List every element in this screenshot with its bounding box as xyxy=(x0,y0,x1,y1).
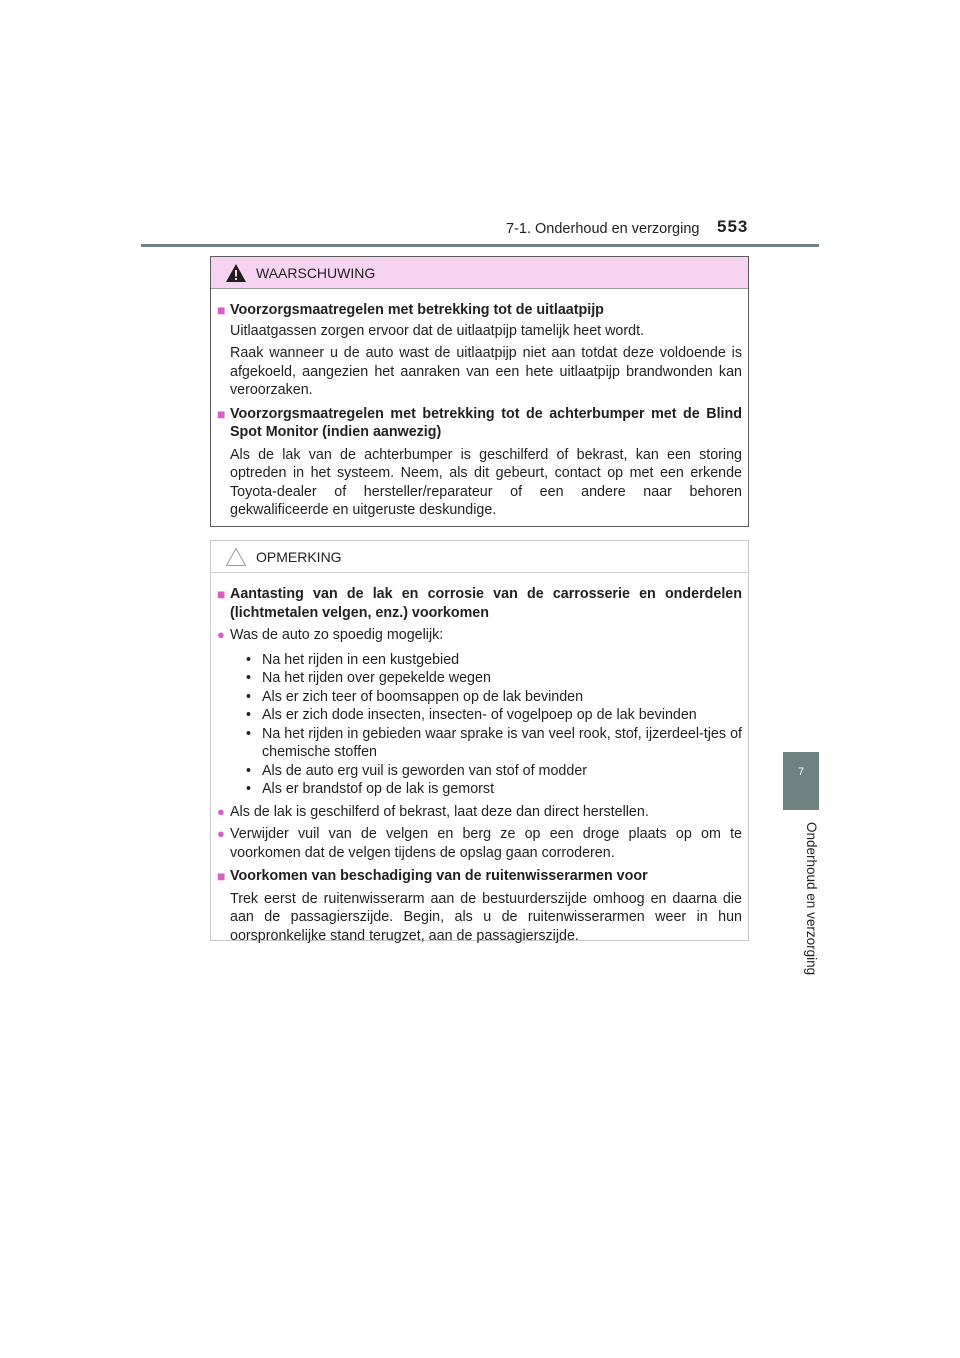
circle-bullet-icon: ● xyxy=(217,803,225,819)
warning-paragraph: Raak wanneer u de auto wast de uitlaatpijp niet aan totdat deze voldoende is afgekoeld, aangezien het aanraken van een hete uitlaatpijp brandwonden kan veroorzaken. xyxy=(230,345,742,398)
chapter-tab xyxy=(783,752,819,810)
square-bullet-icon: ■ xyxy=(217,302,226,318)
list-item: • Als er zich dode insecten, insecten- of vogelpoep op de lak bevinden xyxy=(246,707,697,723)
note-item-title: ■ Voorkomen van beschadiging van de ruitenwisserarmen voor xyxy=(217,868,648,884)
note-bullet: ● Verwijder vuil van de velgen en berg ze op een droge plaats op om te voorkomen dat de velgen tijdens de opslag gaan corroderen. xyxy=(217,826,742,861)
warning-item-title: ■ Voorzorgsmaatregelen met betrekking tot de uitlaatpijp xyxy=(217,302,604,318)
square-bullet-icon: ■ xyxy=(217,868,226,884)
list-item: • Als er zich teer of boomsappen op de lak bevinden xyxy=(246,688,584,705)
circle-bullet-icon: ● xyxy=(217,826,225,841)
caution-outline-icon xyxy=(225,547,247,567)
warning-icon xyxy=(225,263,247,283)
chapter-title: Onderhoud en verzorging xyxy=(804,822,819,976)
note-box xyxy=(210,540,749,944)
circle-bullet-icon: ● xyxy=(217,627,225,642)
section-header: 7-1. Onderhoud en verzorging xyxy=(506,221,700,237)
list-item: • Na het rijden in gebieden waar sprake is van veel rook, stof, ijzerdeel-tjes of chemische stoffen xyxy=(246,725,742,760)
note-label: OPMERKING xyxy=(256,549,342,565)
chapter-number: 7 xyxy=(797,766,805,778)
square-bullet-icon: ■ xyxy=(217,405,226,422)
list-item: • Na het rijden over gepekelde wegen xyxy=(246,670,491,686)
warning-header xyxy=(211,257,748,289)
note-bullet: ● Als de lak is geschilferd of bekrast, laat deze dan direct herstellen. xyxy=(217,803,649,820)
warning-paragraph: Als de lak van de achterbumper is geschilferd of bekrast, kan een storing optreden in het systeem. Neem, als dit gebeurt, contact op met een erkende Toyota-dealer of hersteller/reparateur of een andere naar behoren gekwalificeerde en uitgeruste deskundige. xyxy=(230,446,742,518)
note-bullet: ● Was de auto zo spoedig mogelijk: xyxy=(217,627,444,643)
header-rule xyxy=(141,244,819,247)
square-bullet-icon: ■ xyxy=(217,586,226,602)
warning-label: WAARSCHUWING xyxy=(256,265,376,281)
note-item-title: ■ Aantasting van de lak en corrosie van de carrosserie en onderdelen (lichtmetalen velgen, enz.) voorkomen xyxy=(217,586,742,621)
note-header xyxy=(211,541,748,573)
list-item: • Na het rijden in een kustgebied xyxy=(246,651,460,668)
warning-paragraph: Uitlaatgassen zorgen ervoor dat de uitlaatpijp tamelijk heet wordt. xyxy=(230,322,645,339)
sub-list xyxy=(246,651,742,799)
warning-item-title: ■ Voorzorgsmaatregelen met betrekking tot de achterbumper met de Blind Spot Monitor (indien aanwezig) xyxy=(217,405,742,440)
warning-box xyxy=(210,256,749,527)
note-paragraph: Trek eerst de ruitenwisserarm aan de bestuurderszijde omhoog en daarna die aan de passagierszijde. Begin, als u de ruitenwisserarmen weer in hun oorspronkelijke stand terugzet, aan de passagierszijde. xyxy=(230,890,742,944)
page-number: 553 xyxy=(717,217,749,236)
list-item: • Als er brandstof op de lak is gemorst xyxy=(246,781,495,797)
list-item: • Als de auto erg vuil is geworden van stof of modder xyxy=(246,762,588,779)
